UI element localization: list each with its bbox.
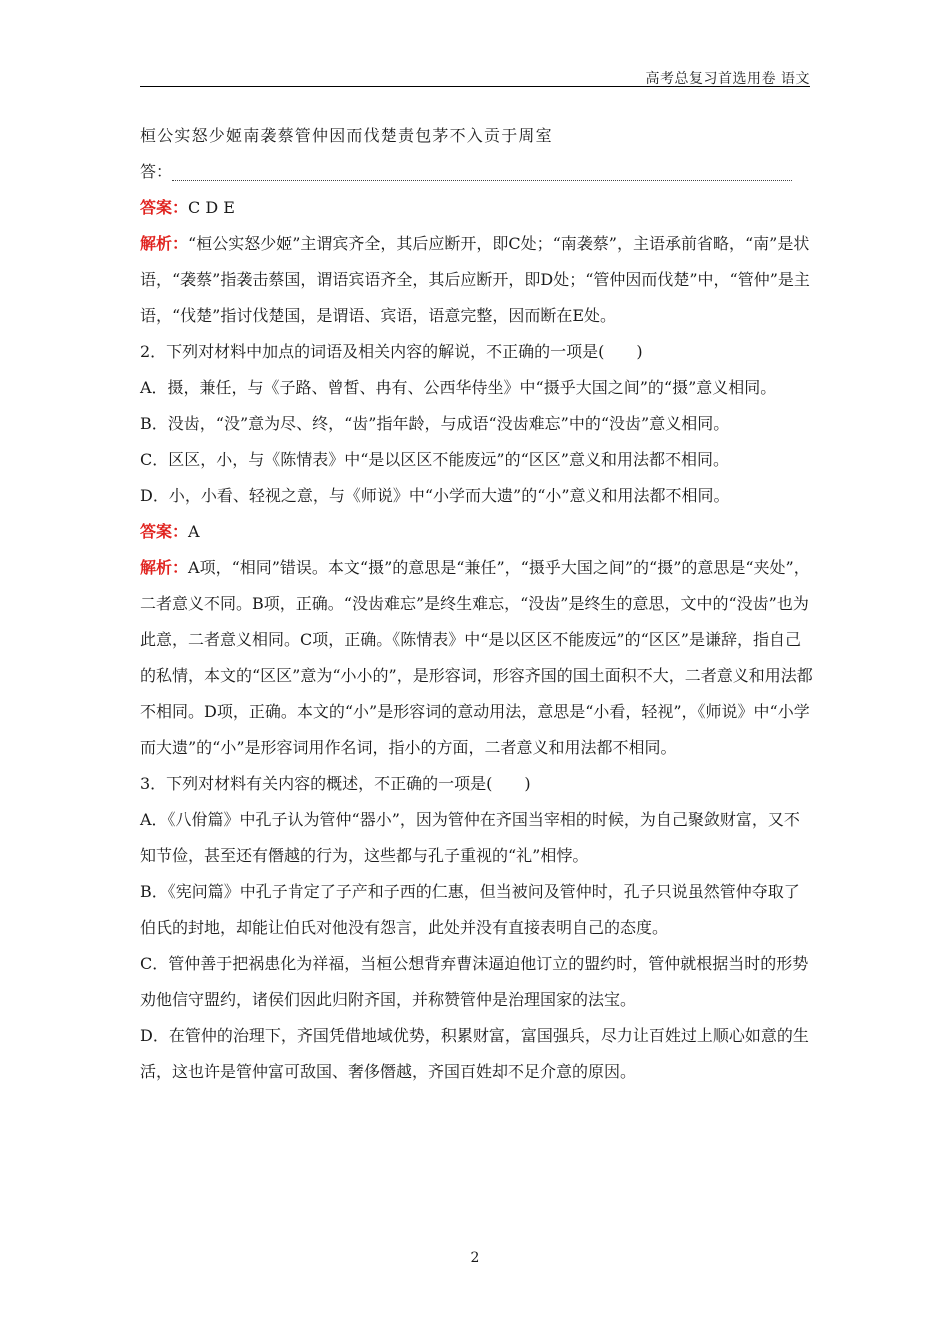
q2-option-a: A．摄，兼任，与《子路、曾皙、冉有、公西华侍坐》中“摄乎大国之间”的“摄”意义相同。 (140, 378, 777, 397)
q3-option-d: D．在管仲的治理下，齐国凭借地域优势，积累财富，富国强兵，尽力让百姓过上顺心如意的生活，这也许是管仲富可敌国、奢侈僭越，齐国百姓却不足介意的原因。 (140, 1026, 809, 1081)
q2-option-c: C．区区，小，与《陈情表》中“是以区区不能废远”的“区区”意义和用法都不相同。 (140, 450, 729, 469)
q1-analysis (140, 226, 815, 334)
q2-option-d: D．小，小看、轻视之意，与《师说》中“小学而大遗”的“小”意义和用法都不相同。 (140, 486, 730, 505)
q3-option-c: C．管仲善于把祸患化为祥福，当桓公想背弃曹沫逼迫他订立的盟约时，管仲就根据当时的形势劝他信守盟约，诸侯们因此归附齐国，并称赞管仲是治理国家的法宝。 (140, 954, 809, 1009)
q1-answer (140, 190, 815, 226)
answer-label: 答案： (140, 198, 189, 217)
q2-stem: 2．下列对材料中加点的词语及相关内容的解说，不正确的一项是( ) (140, 342, 643, 361)
q2-option-b: B．没齿，“没”意为尽、终，“齿”指年龄，与成语“没齿难忘”中的“没齿”意义相同。 (140, 414, 730, 433)
analysis-text: “桓公实怒少姬”主谓宾齐全，其后应断开，即C处；“南袭蔡”，主语承前省略，“南”是状语，“袭蔡”指袭击蔡国，谓语宾语齐全，其后应断开，即D处；“管仲因而伐楚”中，“管仲”是主语，“伐楚”指讨伐楚国，是谓语、宾语，语意完整，因而断在E处。 (140, 234, 810, 325)
q1-sentence: 桓公实怒少姬南袭蔡管仲因而伐楚责包茅不入贡于周室 (140, 126, 553, 145)
page-content (140, 118, 815, 1090)
running-header: 高考总复习首选用卷 语文 (645, 71, 810, 87)
q3-stem: 3．下列对材料有关内容的概述，不正确的一项是( ) (140, 774, 531, 793)
answer-blank (172, 160, 792, 181)
q2-analysis (140, 550, 815, 766)
answer-label: 答案： (140, 522, 189, 541)
analysis-label: 解析： (140, 558, 189, 577)
answer-value: A (188, 522, 200, 541)
page-number: 2 (470, 1250, 480, 1266)
q2-answer (140, 514, 815, 550)
q3-option-b: B．《宪问篇》中孔子肯定了子产和子西的仁惠，但当被问及管仲时，孔子只说虽然管仲夺取了伯氏的封地，却能让伯氏对他没有怨言，此处并没有直接表明自己的态度。 (140, 882, 800, 937)
q1-answer-line: 答： (140, 154, 815, 190)
q3-option-a: A．《八佾篇》中孔子认为管仲“器小”，因为管仲在齐国当宰相的时候，为自己聚敛财富，又不知节俭，甚至还有僭越的行为，这些都与孔子重视的“礼”相悖。 (140, 810, 800, 865)
header-rule (140, 86, 810, 87)
answer-value: C D E (188, 198, 235, 217)
analysis-label: 解析： (140, 234, 189, 253)
analysis-text: A项，“相同”错误。本文“摄”的意思是“兼任”，“摄乎大国之间”的“摄”的意思是“夹处”，二者意义不同。B项，正确。“没齿难忘”是终生难忘，“没齿”是终生的意思，文中的“没齿”也为此意，二者意义相同。C项，正确。《陈情表》中“是以区区不能废远”的“区区”是谦辞，指自己的私情，本文的“区区”意为“小小的”，是形容词，形容齐国的国土面积不大，二者意义和用法都不相同。D项，正确。本文的“小”是形容词的意动用法，意思是“小看，轻视”，《师说》中“小学而大遗”的“小”是形容词用作名词，指小的方面，二者意义和用法都不相同。 (140, 558, 813, 757)
